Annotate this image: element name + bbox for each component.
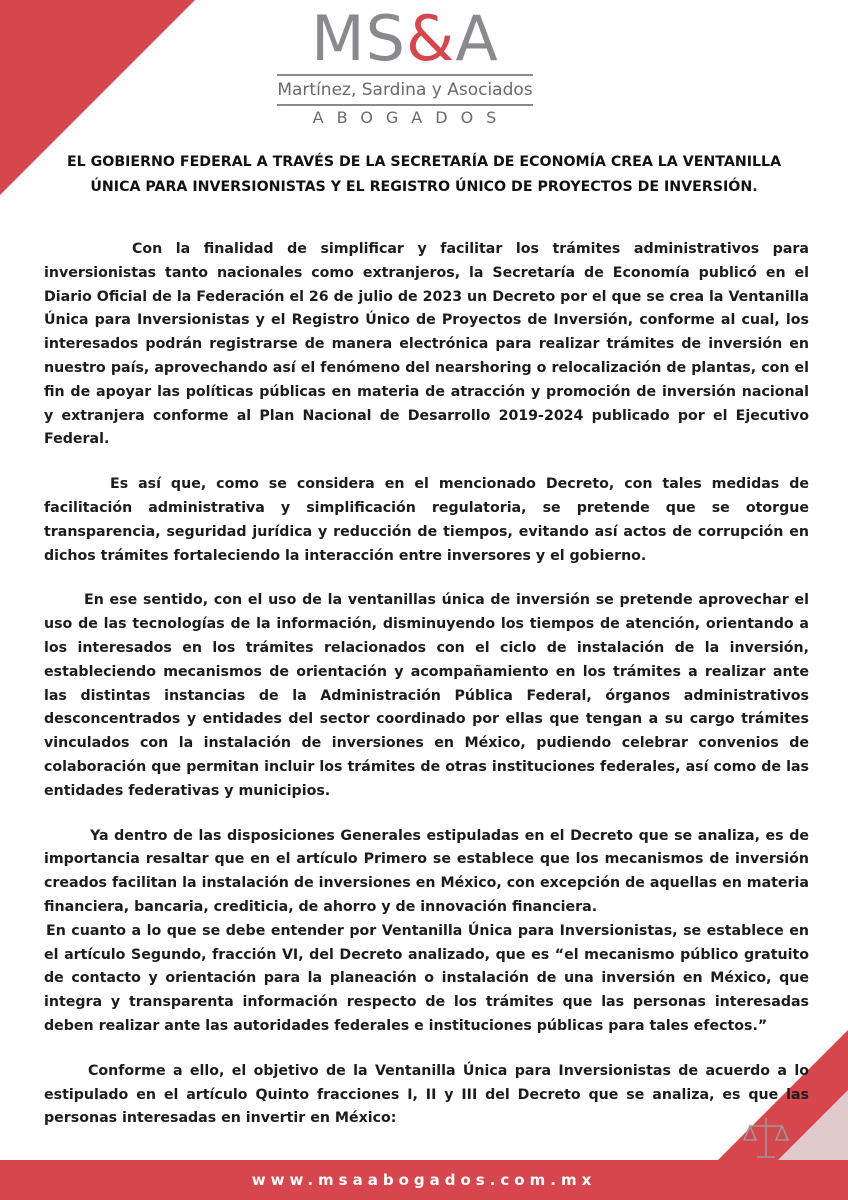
paragraph: Es así que, como se considera en el mencionado Decreto, con tales medidas de facilitación administrativa y simplificación regulatoria, se pretende que se otorgue transparencia, seguridad jurídica y reducción de tiempos, evitando así actos de corrupción en dichos trámites fortaleciendo la interacción entre inversores y el gobierno.	[44, 476, 809, 564]
paragraph: Con la finalidad de simplificar y facilitar los trámites administrativos para inversionistas tanto nacionales como extranjeros, la Secretaría de Economía publicó en el Diario Oficial de la Federación el 26 de julio de 2023 un Decreto por el que se crea la Ventanilla Única para Inversionistas y el Registro Único de Proyectos de Inversión, conforme al cual, los interesados podrán registrarse de manera electrónica para realizar trámites de inversión en nuestro país, aprovechando así el fenómeno del nearshoring o relocalización de plantas, con el fin de apoyar las políticas públicas en materia de atracción y promoción de inversión nacional y extranjera conforme al Plan Nacional de Desarrollo 2019-2024 publicado por el Ejecutivo Federal.	[44, 241, 809, 448]
website-link[interactable]: www.msaabogados.com.mx	[251, 1171, 597, 1189]
logo-letters-right: A	[455, 2, 499, 75]
paragraph: Ya dentro de las disposiciones Generales estipuladas en el Decreto que se analiza, es de importancia resaltar que en el artículo Primero se establece que los mecanismos de inversión creados facilitan la instalación de inversiones en México, con excepción de aquellas en materia financiera, bancaria, crediticia, de ahorro y de innovación financiera.	[44, 827, 809, 915]
logo-divider-bottom	[277, 104, 533, 106]
logo-ampersand: &	[406, 2, 456, 75]
document-title: EL GOBIERNO FEDERAL A TRAVÉS DE LA SECRETARÍA DE ECONOMÍA CREA LA VENTANILLA ÚNICA PARA INVERSIONISTAS Y EL REGISTRO ÚNICO DE PROYECTOS DE INVERSIÓN.	[66, 154, 782, 195]
footer-bar	[0, 1160, 848, 1200]
logo-letters-left: MS	[311, 2, 407, 75]
firm-subtitle: ABOGADOS	[312, 108, 510, 127]
paragraph: En cuanto a lo que se debe entender por Ventanilla Única para Inversionistas, se establece en el artículo Segundo, fracción VI, del Decreto analizado, que es “el mecanismo público gratuito de contacto y orientación para la planeación o instalación de una inversión en México, que integra y transparenta información respecto de los trámites que las personas interesadas deben realizar ante las autoridades federales e instituciones públicas para tales efectos.”	[44, 922, 809, 1034]
firm-name: Martínez, Sardina y Asociados	[277, 80, 533, 100]
logo-monogram	[275, 2, 535, 75]
paragraph: Conforme a ello, el objetivo de la Ventanilla Única para Inversionistas de acuerdo a lo estipulado en el artículo Quinto fracciones I, II y III del Decreto que se analiza, es que las personas interesadas en invertir en México:	[44, 1062, 809, 1127]
firm-logo	[275, 2, 535, 127]
document-body	[44, 238, 809, 1131]
paragraph: En ese sentido, con el uso de la ventanillas única de inversión se pretende aprovechar el uso de las tecnologías de la información, disminuyendo los tiempos de atención, orientando a los interesados en los trámites relacionados con el ciclo de instalación de la inversión, estableciendo mecanismos de orientación y acompañamiento en los trámites a realizar ante las distintas instancias de la Administración Pública Federal, órganos administrativos desconcentrados y entidades del sector coordinado por ellas que tengan a su cargo trámites vinculados con la instalación de inversiones en México, pudiendo celebrar convenios de colaboración que permitan incluir los trámites de otras instituciones federales, así como de las entidades federativas y municipios.	[44, 592, 809, 799]
